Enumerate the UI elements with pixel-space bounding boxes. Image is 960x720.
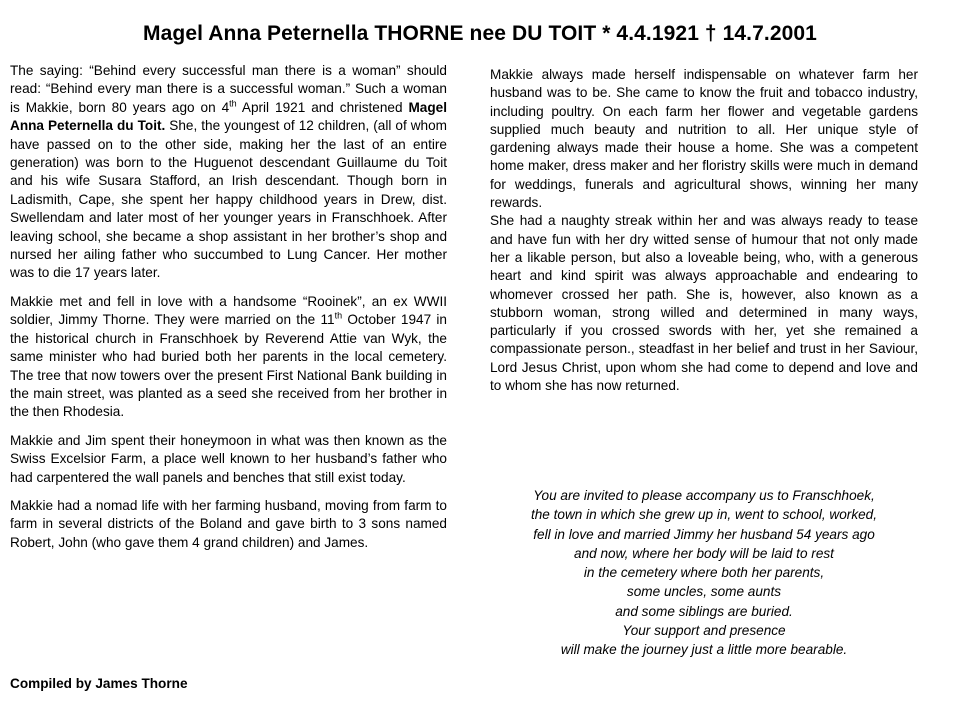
paragraph-marriage xyxy=(10,293,447,422)
invitation-line: in the cemetery where both her parents, xyxy=(583,565,825,581)
invitation-line: Your support and presence xyxy=(622,623,786,639)
invitation-line: and some siblings are buried. xyxy=(615,603,793,619)
paragraph-character: She had a naughty streak within her and was always ready to tease and have fun with her dry witted sense of humour that not only made her a likable person, but also a loveable being, who, with a generous heart and kind spirit was always approachable and endearing to whomever crossed her path. She is, however, also known as a stubborn woman, strong willed and determined in many ways, particularly if you crossed swords with her, yet she remained a compassionate person., steadfast in her belief and trust in her Saviour, Lord Jesus Christ, upon whom she had come to depend and love and to whom she has now returned. xyxy=(490,213,918,394)
paragraph-text: April 1921 and christened xyxy=(236,99,409,115)
ordinal-suffix: th xyxy=(334,310,343,321)
invitation-line: the town in which she grew up in, went to school, worked, xyxy=(530,507,878,523)
right-column xyxy=(490,66,918,395)
invitation-line: fell in love and married Jimmy her husband 54 years ago xyxy=(533,526,875,542)
paragraph-birth xyxy=(10,62,447,283)
page-title: Magel Anna Peternella THORNE nee DU TOIT * 4.4.1921 † 14.7.2001 xyxy=(143,22,817,45)
paragraph-homemaker: Makkie always made herself indispensable on whatever farm her husband was to be. She came to know the fruit and tobacco industry, including poultry. On each farm her flower and vegetable gardens supplied much beauty and nutrition to all. Her unique style of gardening always made their house a home. She was a competent home maker, dress maker and her floristry skills were much in demand for weddings, funerals and agricultural shows, winning her many rewards. xyxy=(490,67,918,211)
compiled-by-credit: Compiled by James Thorne xyxy=(10,676,188,691)
full-name: Magel Anna Peternella du Toit. xyxy=(10,99,448,134)
invitation-line: some uncles, some aunts xyxy=(626,584,782,600)
invitation-block xyxy=(490,486,918,660)
paragraph-honeymoon: Makkie and Jim spent their honeymoon in what was then known as the Swiss Excelsior Farm, a place well known to her husband’s father who had carpentered the wall panels and benches that still exist today. xyxy=(10,432,447,485)
invitation-line: and now, where her body will be laid to rest xyxy=(574,545,834,561)
paragraph-text: She, the youngest of 12 children, (all of whom have passed on to the other side, making her the last of an entire generation) was born to the Huguenot descendant Guillaume du Toit and his wife Susara Stafford, an Irish descendant. Though born in Ladismith, Cape, she spent her happy childhood years in Drew, dist. Swellendam and later most of her younger years in Franschhoek. After leaving school, she became a shop assistant in her brother’s shop and nursed her ailing father who succumbed to Lung Cancer. Her mother was to die 17 years later. xyxy=(10,118,447,281)
left-column xyxy=(10,62,447,562)
ordinal-suffix: th xyxy=(229,98,237,109)
paragraph-text: October 1947 in the historical church in Franschhoek by Reverend Attie van Wyk, the same minister who had buried both her parents in the local cemetery. The tree that now towers over the present First National Bank building in the main street, was planted as a seed she received from her brother in the then Rhodesia. xyxy=(10,312,447,420)
paragraph-text: Makkie met and fell in love with a handsome “Rooinek”, an ex WWII soldier, Jimmy Thorne. They were married on the 11 xyxy=(10,293,447,328)
invitation-line: You are invited to please accompany us to Franschhoek, xyxy=(533,488,875,503)
invitation-line: will make the journey just a little more bearable. xyxy=(560,642,848,658)
paragraph-family: Makkie had a nomad life with her farming husband, moving from farm to farm in several districts of the Boland and gave birth to 3 sons named Robert, John (who gave them 4 grand children) and James. xyxy=(10,497,447,550)
paragraph-text: The saying: “Behind every successful man there is a woman” should read: “Behind every man there is a successful woman.” Such a woman is Makkie, born 80 years ago on 4 xyxy=(10,63,447,115)
